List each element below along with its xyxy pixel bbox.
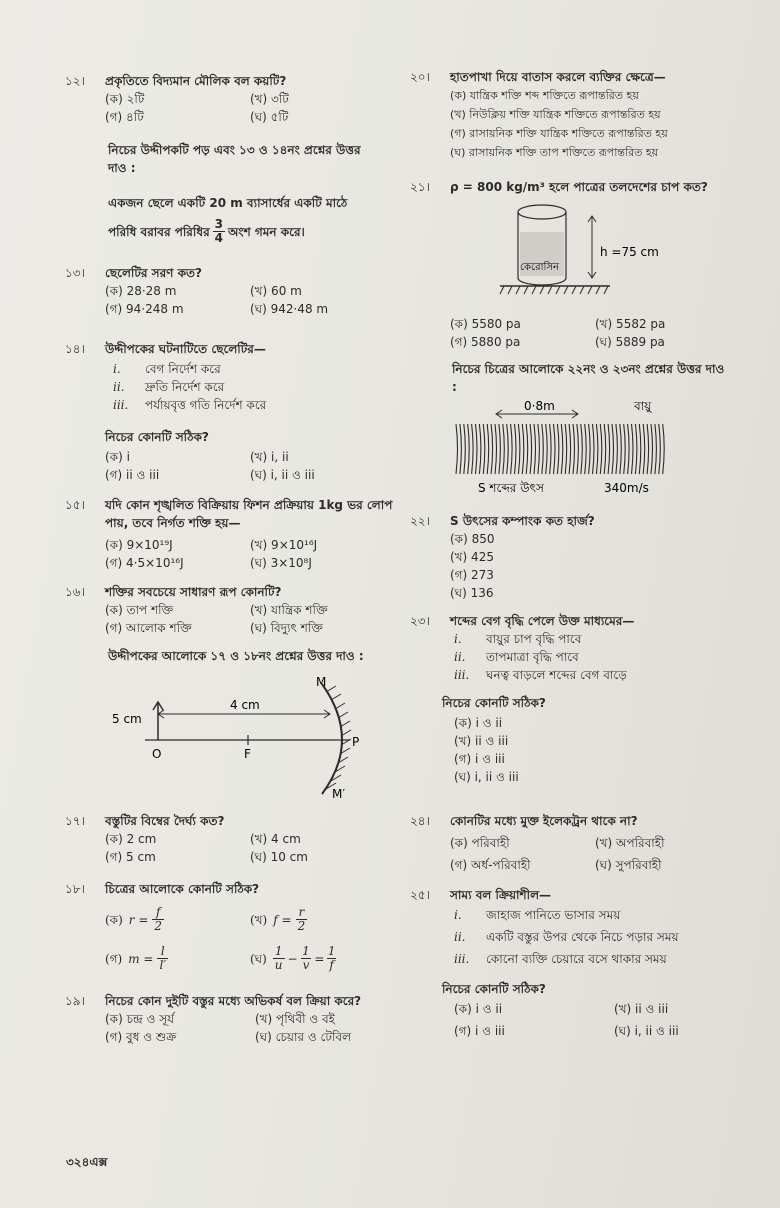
fraction <box>157 945 168 972</box>
options <box>450 86 750 162</box>
lhs: r = <box>128 912 149 927</box>
statement-text: বায়ুর চাপ বৃদ্ধি পাবে <box>486 632 582 646</box>
option-a[interactable]: (ক) তাপ শক্তি <box>105 603 174 617</box>
wave-line <box>577 424 579 474</box>
wave-line <box>518 424 520 474</box>
speed-label: 340m/s <box>604 481 649 495</box>
statements <box>113 360 395 414</box>
option-a[interactable]: (ক) 850 <box>450 532 495 546</box>
option-label: (ঘ) <box>250 951 267 966</box>
question-text: কোনটির মধ্যে মুক্ত ইলেকট্রন থাকে না? <box>450 814 638 828</box>
option-c[interactable]: (গ) 5880 pa <box>450 335 521 349</box>
medium-label: বায়ু <box>634 399 652 413</box>
wave-line <box>573 424 575 474</box>
option-c[interactable]: (গ) ii ও iii <box>105 468 160 482</box>
wave-line <box>655 424 657 474</box>
options <box>105 536 395 572</box>
option-a[interactable]: (ক) 9×10¹⁹J <box>105 538 173 552</box>
num: 1 <box>327 944 336 958</box>
wave-line <box>499 424 501 474</box>
statement-i <box>454 904 755 926</box>
statement-iii <box>454 948 755 970</box>
instruction-22-23: নিচের চিত্রের আলোকে ২২নং ও ২৩নং প্রশ্নের উত্তর দাও : <box>452 362 725 394</box>
object-height-label: 5 cm <box>112 712 142 726</box>
stimulus-13-14 <box>108 194 398 245</box>
label-M: M <box>316 675 327 689</box>
wavelength-label: 0·8m <box>524 399 555 413</box>
question-text: প্রকৃতিতে বিদ্যমান মৌলিক বল কয়টি? <box>105 74 287 88</box>
question-text: S উৎসের কম্পাংক কত হার্জ? <box>450 514 595 528</box>
statement-text: ঘনত্ব বাড়লে শব্দের বেগ বাড়ে <box>486 668 627 682</box>
wave-line <box>585 424 587 474</box>
wave-line <box>600 424 602 474</box>
question-13 <box>65 264 395 318</box>
wave-line <box>608 424 610 474</box>
options <box>105 830 395 866</box>
option-a[interactable]: (ক) ২টি <box>105 92 145 106</box>
stimulus-line-1: একজন ছেলে একটি 20 m ব্যাসার্ধের একটি মাঠে <box>108 196 348 210</box>
fraction-denominator: 4 <box>214 231 224 245</box>
question-16 <box>65 583 395 637</box>
option-b[interactable]: (খ) 60 m <box>250 284 302 298</box>
source-label: S শব্দের উৎস <box>478 481 544 495</box>
question-text: শক্তির সবচেয়ে সাধারণ রূপ কোনটি? <box>105 585 282 599</box>
wave-line <box>487 424 489 474</box>
statement-iii <box>113 396 395 414</box>
statement-number: i. <box>113 362 121 376</box>
fraction-1 <box>273 945 285 972</box>
options <box>454 1000 755 1040</box>
wave-line <box>526 424 528 474</box>
wave-line <box>643 424 645 474</box>
page-footer-code: ৩২৪এক্স <box>66 1155 108 1169</box>
option-a[interactable] <box>105 906 250 933</box>
statement-iii <box>454 666 750 684</box>
option-b[interactable]: (খ) নিউক্লিয় শক্তি যান্ত্রিক শক্তিতে রূপান্তরিত হয় <box>450 108 661 121</box>
question-23 <box>410 612 750 786</box>
question-21 <box>410 178 750 196</box>
fraction <box>152 906 164 933</box>
statements <box>454 630 750 684</box>
sound-wave-diagram <box>448 398 688 498</box>
instruction-17-18: উদ্দীপকের আলোকে ১৭ ও ১৮নং প্রশ্নের উত্তর দাও : <box>108 649 364 663</box>
question-text: চিত্রের আলোকে কোনটি সঠিক? <box>105 882 260 896</box>
question-number: ২১। <box>410 180 430 194</box>
option-b[interactable]: (খ) ii ও iii <box>614 1002 669 1016</box>
wave-line <box>522 424 524 474</box>
question-number: ২৪। <box>410 814 430 828</box>
statement-number: i. <box>454 908 462 922</box>
ground-hatching <box>500 286 608 294</box>
wave-line <box>479 424 481 474</box>
statement-text: একটি বস্তুর উপর থেকে নিচে পড়ার সময় <box>486 930 679 944</box>
wave-line <box>495 424 497 474</box>
statement-number: iii. <box>454 668 470 682</box>
wave-line <box>511 424 512 474</box>
option-a[interactable]: (ক) 2 cm <box>105 832 157 846</box>
question-text: যদি কোন শৃঙ্খলিত বিক্রিয়ায় ফিশন প্রক্রিয়ায় 1kg ভর লোপ পায়, তবে নির্গত শক্তি হয়— <box>105 498 393 530</box>
num: r <box>298 905 305 919</box>
wave-line <box>550 424 552 474</box>
wave-line <box>472 424 474 474</box>
statement-text: কোনো ব্যক্তি চেয়ারে বসে থাকার সময় <box>486 952 667 966</box>
option-d[interactable]: (ঘ) রাসায়নিক শক্তি তাপ শক্তিতে রূপান্তরিত হয় <box>450 146 659 159</box>
wave-line <box>542 424 544 474</box>
option-c[interactable]: (গ) অর্ধ-পরিবাহী <box>450 858 531 872</box>
question-24 <box>410 812 750 874</box>
label-F: F <box>244 747 251 761</box>
fraction-numerator: 3 <box>214 217 224 231</box>
statement-text: দ্রুতি নির্দেশ করে <box>145 380 225 394</box>
statement-number: ii. <box>454 930 466 944</box>
option-d[interactable]: (ঘ) i, ii ও iii <box>250 468 315 482</box>
den: f <box>329 958 334 972</box>
option-d[interactable]: (ঘ) 10 cm <box>250 850 308 864</box>
question-14 <box>65 340 395 484</box>
option-c[interactable]: (গ) 94·248 m <box>105 302 184 316</box>
option-a[interactable]: (ক) i <box>105 450 130 464</box>
wave-line <box>589 424 591 474</box>
num: 1 <box>302 944 310 958</box>
question-17 <box>65 812 395 866</box>
option-d[interactable]: (ঘ) ৫টি <box>250 110 289 124</box>
statement-i <box>113 360 395 378</box>
statement-text: তাপমাত্রা বৃদ্ধি পাবে <box>486 650 579 664</box>
num: l <box>160 944 165 958</box>
options <box>450 530 750 602</box>
wave-line <box>565 424 567 474</box>
wave-line <box>464 424 466 474</box>
option-d[interactable]: (ঘ) $\frac{1}{u}$ − $\frac{1}{v}$ = $\frac{1}{f}$ <box>250 944 336 972</box>
statement-ii <box>454 648 750 666</box>
wave-line <box>593 424 595 474</box>
question-number: ১৭। <box>65 814 85 828</box>
compression-lines <box>456 424 664 474</box>
question-number: ১৬। <box>65 585 85 599</box>
tank-top <box>518 205 566 219</box>
height-label: h =75 cm <box>600 245 659 259</box>
question-text: বস্তুটির বিম্বের দৈর্ঘ্য কত? <box>105 814 225 828</box>
question-20 <box>410 68 750 162</box>
wave-line <box>538 424 540 474</box>
question-number: ১৪। <box>65 342 85 356</box>
label-O: O <box>152 747 162 761</box>
lhs: m = <box>128 951 154 966</box>
wave-line <box>620 424 622 474</box>
mirror-curve <box>322 684 342 794</box>
option-c[interactable]: (গ) রাসায়নিক শক্তি যান্ত্রিক শক্তিতে রূপান্তরিত হয় <box>450 127 668 140</box>
wave-line <box>659 424 661 474</box>
question-12 <box>65 72 395 126</box>
option-b[interactable]: (খ) 5582 pa <box>595 317 666 331</box>
question-21-options <box>410 315 750 351</box>
wave-line <box>612 424 614 474</box>
statement-number: ii. <box>113 380 125 394</box>
den: 2 <box>297 919 306 933</box>
option-a[interactable]: (ক) চন্দ্র ও সূর্য <box>105 1012 175 1026</box>
fraction-2 <box>301 945 312 972</box>
wave-line <box>557 424 559 474</box>
option-b[interactable]: (খ) অপরিবাহী <box>595 836 665 850</box>
question-number: ১৫। <box>65 498 85 512</box>
wave-line <box>503 424 505 474</box>
num: 1 <box>274 944 283 958</box>
wave-line <box>507 424 509 474</box>
wave-line <box>460 424 462 474</box>
options <box>450 315 750 351</box>
question-number: ২৫। <box>410 888 430 902</box>
wave-line <box>628 424 630 474</box>
fraction-3 <box>327 945 335 972</box>
which-correct: নিচের কোনটি সঠিক? <box>105 430 209 444</box>
question-22 <box>410 512 750 602</box>
question-19 <box>65 992 405 1046</box>
wave-line <box>581 424 583 474</box>
stimulus-line-2b: অংশ গমন করে। <box>228 224 305 239</box>
wave-line <box>530 424 532 474</box>
wave-line <box>596 424 598 474</box>
option-b[interactable]: (খ) পৃথিবী ও বই <box>255 1012 335 1026</box>
option-label: (খ) <box>250 912 268 927</box>
wave-line <box>647 424 649 474</box>
which-correct: নিচের কোনটি সঠিক? <box>442 696 546 710</box>
question-number: ২২। <box>410 514 430 528</box>
statement-text: জাহাজ পানিতে ভাসার সময় <box>486 908 621 922</box>
option-d[interactable]: (ঘ) সুপরিবাহী <box>595 858 662 872</box>
wave-line <box>663 424 665 474</box>
option-a[interactable]: (ক) i ও ii <box>454 1002 503 1016</box>
wave-line <box>546 424 548 474</box>
wave-line <box>554 424 556 474</box>
option-b[interactable]: (খ) যান্ত্রিক শক্তি <box>250 603 328 617</box>
option-d[interactable]: (ঘ) i, ii ও iii <box>454 770 519 784</box>
question-text: নিচের কোন দুইটি বস্তুর মধ্যে অভিকর্ষ বল ক্রিয়া করে? <box>105 994 362 1008</box>
den: u <box>274 958 283 972</box>
statement-number: iii. <box>454 952 470 966</box>
statement-number: i. <box>454 632 462 646</box>
statement-number: ii. <box>454 650 466 664</box>
option-c[interactable]: (গ) i ও iii <box>454 1024 505 1038</box>
option-d[interactable]: (ঘ) চেয়ার ও টেবিল <box>255 1030 352 1044</box>
option-d[interactable]: (ঘ) বিদ্যুৎ শক্তি <box>250 621 323 635</box>
question-text: ছেলেটির সরণ কত? <box>105 266 202 280</box>
option-b[interactable]: (খ) ii ও iii <box>454 734 509 748</box>
question-number: ২০। <box>410 70 430 84</box>
option-c[interactable] <box>105 945 250 972</box>
option-c[interactable]: (গ) i ও iii <box>454 752 505 766</box>
wave-line <box>569 424 571 474</box>
wave-line <box>515 424 517 474</box>
distance-label: 4 cm <box>230 698 260 712</box>
option-b[interactable]: (খ) i, ii <box>250 450 289 464</box>
kerosene-tank-diagram <box>500 202 659 302</box>
question-text: ρ = 800 kg/m³ হলে পাত্রের তলদেশের চাপ কত? <box>450 180 708 194</box>
option-b[interactable]: (খ) 9×10¹⁶J <box>250 538 318 552</box>
question-text: হাতপাখা দিয়ে বাতাস করলে ব্যক্তির ক্ষেত্রে— <box>450 70 666 84</box>
label-M-prime: M′ <box>332 787 346 801</box>
question-number: ১২। <box>65 74 85 88</box>
options <box>105 448 395 484</box>
option-c[interactable]: (গ) 4·5×10¹⁶J <box>105 556 184 570</box>
option-a[interactable]: (ক) যান্ত্রিক শক্তি শব্দ শক্তিতে রূপান্তরিত হয় <box>450 89 639 102</box>
statement-i <box>454 630 750 648</box>
wave-line <box>632 424 634 474</box>
fraction <box>296 906 308 933</box>
lhs: f = <box>273 912 292 927</box>
wave-line <box>639 424 641 474</box>
option-c[interactable]: (গ) বুধ ও শুক্র <box>105 1030 177 1044</box>
option-d[interactable]: (ঘ) i, ii ও iii <box>614 1024 679 1038</box>
option-b[interactable]: (খ) ৩টি <box>250 92 289 106</box>
option-label: (ক) <box>105 912 123 927</box>
statement-ii <box>113 378 395 396</box>
instruction-13-14: নিচের উদ্দীপকটি পড় এবং ১৩ ও ১৪নং প্রশ্নের উত্তর দাও : <box>108 143 361 175</box>
wave-line <box>468 424 470 474</box>
option-a[interactable]: (ক) পরিবাহী <box>450 836 510 850</box>
wave-line <box>561 424 563 474</box>
question-text: শব্দের বেগ বৃদ্ধি পেলে উক্ত মাধ্যমের— <box>450 614 635 628</box>
option-b[interactable] <box>250 906 395 933</box>
question-number: ২৩। <box>410 614 430 628</box>
fraction <box>213 218 225 245</box>
option-d[interactable]: (ঘ) 5889 pa <box>595 335 665 349</box>
options <box>105 282 395 318</box>
concave-mirror-diagram <box>100 672 390 802</box>
wave-line <box>651 424 653 474</box>
statement-text: বেগ নির্দেশ করে <box>145 362 221 376</box>
wave-line <box>635 424 637 474</box>
den: l′ <box>159 958 167 972</box>
options <box>450 834 750 874</box>
option-a[interactable]: (ক) 5580 pa <box>450 317 521 331</box>
option-label: (গ) <box>105 951 123 966</box>
statement-ii <box>454 926 755 948</box>
stimulus-line-2 <box>108 218 398 245</box>
wave-line <box>491 424 493 474</box>
options <box>105 1010 405 1046</box>
options <box>105 601 395 637</box>
question-text: সাম্য বল ক্রিয়াশীল— <box>450 888 552 902</box>
wave-line <box>604 424 606 474</box>
option-b[interactable]: (খ) 425 <box>450 550 494 564</box>
question-number: ১৯। <box>65 994 85 1008</box>
question-number: ১৩। <box>65 266 85 280</box>
wave-line <box>456 424 458 474</box>
options <box>454 714 750 786</box>
option-c[interactable]: (গ) ৪টি <box>105 110 144 124</box>
option-d[interactable]: (ঘ) 136 <box>450 586 494 600</box>
option-c[interactable]: (গ) 5 cm <box>105 850 156 864</box>
options <box>105 906 395 972</box>
which-correct: নিচের কোনটি সঠিক? <box>442 982 546 996</box>
label-P: P <box>352 735 360 749</box>
option-c[interactable]: (গ) 273 <box>450 568 494 582</box>
kerosene-label: কেরোসিন <box>520 262 559 273</box>
statements <box>454 904 755 970</box>
wave-line <box>624 424 626 474</box>
statement-number: iii. <box>113 398 129 412</box>
option-b[interactable]: (খ) 4 cm <box>250 832 301 846</box>
den: 2 <box>154 919 163 933</box>
question-25 <box>410 886 755 1040</box>
wave-line <box>616 424 618 474</box>
option-a[interactable]: (ক) 28·28 m <box>105 284 177 298</box>
options <box>105 90 395 126</box>
wave-line <box>534 424 536 474</box>
den: v <box>302 958 310 972</box>
option-a[interactable]: (ক) i ও ii <box>454 716 503 730</box>
stimulus-line-2a: পরিধি বরাবর পরিধির <box>108 224 210 239</box>
question-number: ১৮। <box>65 882 85 896</box>
option-d[interactable]: (ঘ) 942·48 m <box>250 302 329 316</box>
num: f <box>155 905 161 919</box>
statement-text: পর্যায়বৃত্ত গতি নির্দেশ করে <box>145 398 267 412</box>
question-text: উদ্দীপকের ঘটনাটিতে ছেলেটির— <box>105 342 266 356</box>
wave-line <box>476 424 478 474</box>
mirror-hatching <box>326 686 351 789</box>
option-c[interactable]: (গ) আলোক শক্তি <box>105 621 192 635</box>
option-d[interactable]: (ঘ) 3×10⁸J <box>250 556 312 570</box>
wave-line <box>483 424 485 474</box>
question-18 <box>65 880 395 972</box>
question-15 <box>65 496 395 572</box>
